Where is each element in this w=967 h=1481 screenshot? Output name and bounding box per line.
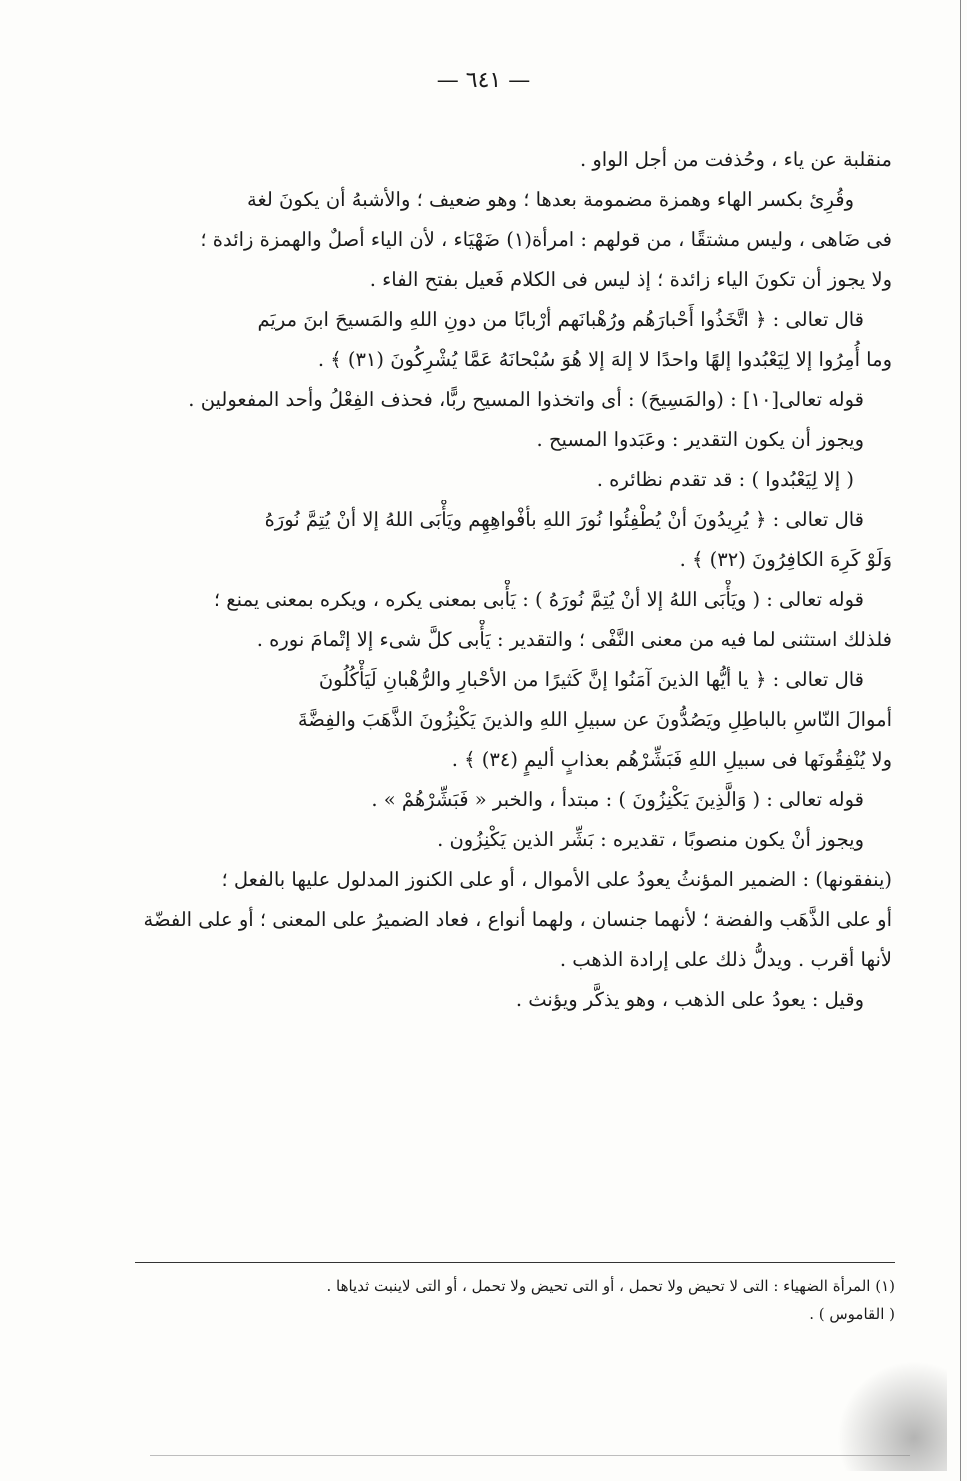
text-line: قوله تعالى[١٠] : (والمَسِيحَ) : أى واتخذوا المسيح ربًّا، فحذف الفِعْلُ وأحد المفعولين . xyxy=(188,388,864,411)
text-line: منقلبة عن ياء ، وحُذفت من أجل الواو . xyxy=(579,148,892,171)
verse-line: قال تعالى : ﴿ يُرِيدُونَ أنْ يُطْفِئُوا نُورَ اللهِ بأفْواهِهِم ويَأْبَى اللهُ إلا أنْ يُتِمَّ نُورَهُ xyxy=(264,508,864,531)
footnote-divider xyxy=(135,1262,895,1263)
verse-line: قال تعالى : ﴿ يا أيُّها الذينَ آمَنُوا إنَّ كَثيرًا من الأحْبارِ والرُّهْبانِ لَيَأْكُلُونَ xyxy=(318,668,864,691)
footnote-line: ( القاموس ) . xyxy=(809,1305,895,1323)
text-line: لأنها أقرب . ويدلُّ ذلك على إرادة الذهب . xyxy=(559,948,892,971)
text-line: ويجوز أنْ يكون منصوبًا ، تقديره : بَشِّر الذين يَكْنِزُون . xyxy=(437,828,864,851)
text-line: قوله تعالى : ( وَالَّذِينَ يَكْنِزُونَ ) : مبتدأ ، والخبر « فَبَشِّرْهُمْ » . xyxy=(371,788,864,811)
verse-line: وما أُمِرُوا إلا لِيَعْبُدوا إلهًا واحدًا لا إلهَ إلا هُوَ سُبْحانَهُ عَمَّا يُشْرِكُونَ (٣١) ﴾ . xyxy=(317,348,892,371)
footnote-line: (١) المرأة الضهياء : التى لا تحيض ولا تحمل ، أو التى تحيض ولا تحمل ، أو التى لاينبت ثدياها . xyxy=(326,1277,895,1295)
text-line: وقُرِئ بكسر الهاء وهمزة مضمومة بعدها ؛ وهو ضعيف ؛ والأشبهُ أن يكونَ لغة xyxy=(247,188,854,211)
text-line: أو على الذَّهَب والفضة ؛ لأنهما جنسان ، ولهما أنواع ، فعاد الضميرُ على المعنى ؛ أو على الفضّة xyxy=(143,908,892,931)
text-line: فى ضَاهى ، وليس مشتقًا ، من قولهم : امرأة(١) ضَهْيَاء ، لأن الياء أصلٌ والهمزة زائدة ؛ xyxy=(200,228,892,251)
verse-line: ولا يُنْفِقُونَها فى سبيلِ اللهِ فَبَشِّرْهُم بعذابٍ أليمٍ (٣٤) ﴾ . xyxy=(451,748,892,771)
main-text xyxy=(62,140,892,1020)
scan-smudge-mark xyxy=(837,1361,947,1471)
bottom-scan-line xyxy=(150,1455,910,1456)
text-line: (ينفقونها) : الضمير المؤنثُ يعودُ على الأموال ، أو على الكنوز المدلول عليها بالفعل ؛ xyxy=(221,868,892,891)
text-line: وقيل : يعودُ على الذهب ، وهو يذكَّر ويؤنث . xyxy=(515,988,864,1011)
page-number: — ٦٤١ — xyxy=(436,68,531,93)
footnotes xyxy=(55,1272,895,1328)
text-line: ولا يجوز أن تكونَ الياء زائدة ؛ إذ ليس فى الكلام فَعيل بفتح الفاء . xyxy=(369,268,892,291)
text-line: فلذلك استثنى لما فيه من معنى النَّفْى ؛ والتقدير : يَأْبى كلَّ شىء إلا إتْمامَ نوره . xyxy=(256,628,892,651)
page-edge-line xyxy=(960,0,961,1481)
text-line: ( إلا لِيَعْبُدوا ) : قد تقدم نظائره . xyxy=(596,468,854,491)
verse-line: قال تعالى : ﴿ اتَّخَذُوا أَحْبارَهُم ورُهْبانَهم أرْبابًا من دونِ اللهِ والمَسيحَ ابنَ مريَم xyxy=(257,308,864,331)
text-line: ويجوز أن يكون التقدير : وعَبَدوا المسيح . xyxy=(536,428,864,451)
verse-line: أموالَ النّاسِ بالباطِلِ ويَصُدُّونَ عن سبيلِ اللهِ والذينَ يَكْنِزُونَ الذَّهَبَ والفِضَّةَ xyxy=(297,708,892,731)
text-line: قوله تعالى : ( ويَأْبَى اللهُ إلا أنْ يُتِمَّ نُورَهُ ) : يَأْبى بمعنى يكره ، ويكره بمعنى يمنع ؛ xyxy=(213,588,864,611)
verse-line: وَلَوْ كَرِهَ الكافِرُونَ (٣٢) ﴾ . xyxy=(679,548,892,571)
